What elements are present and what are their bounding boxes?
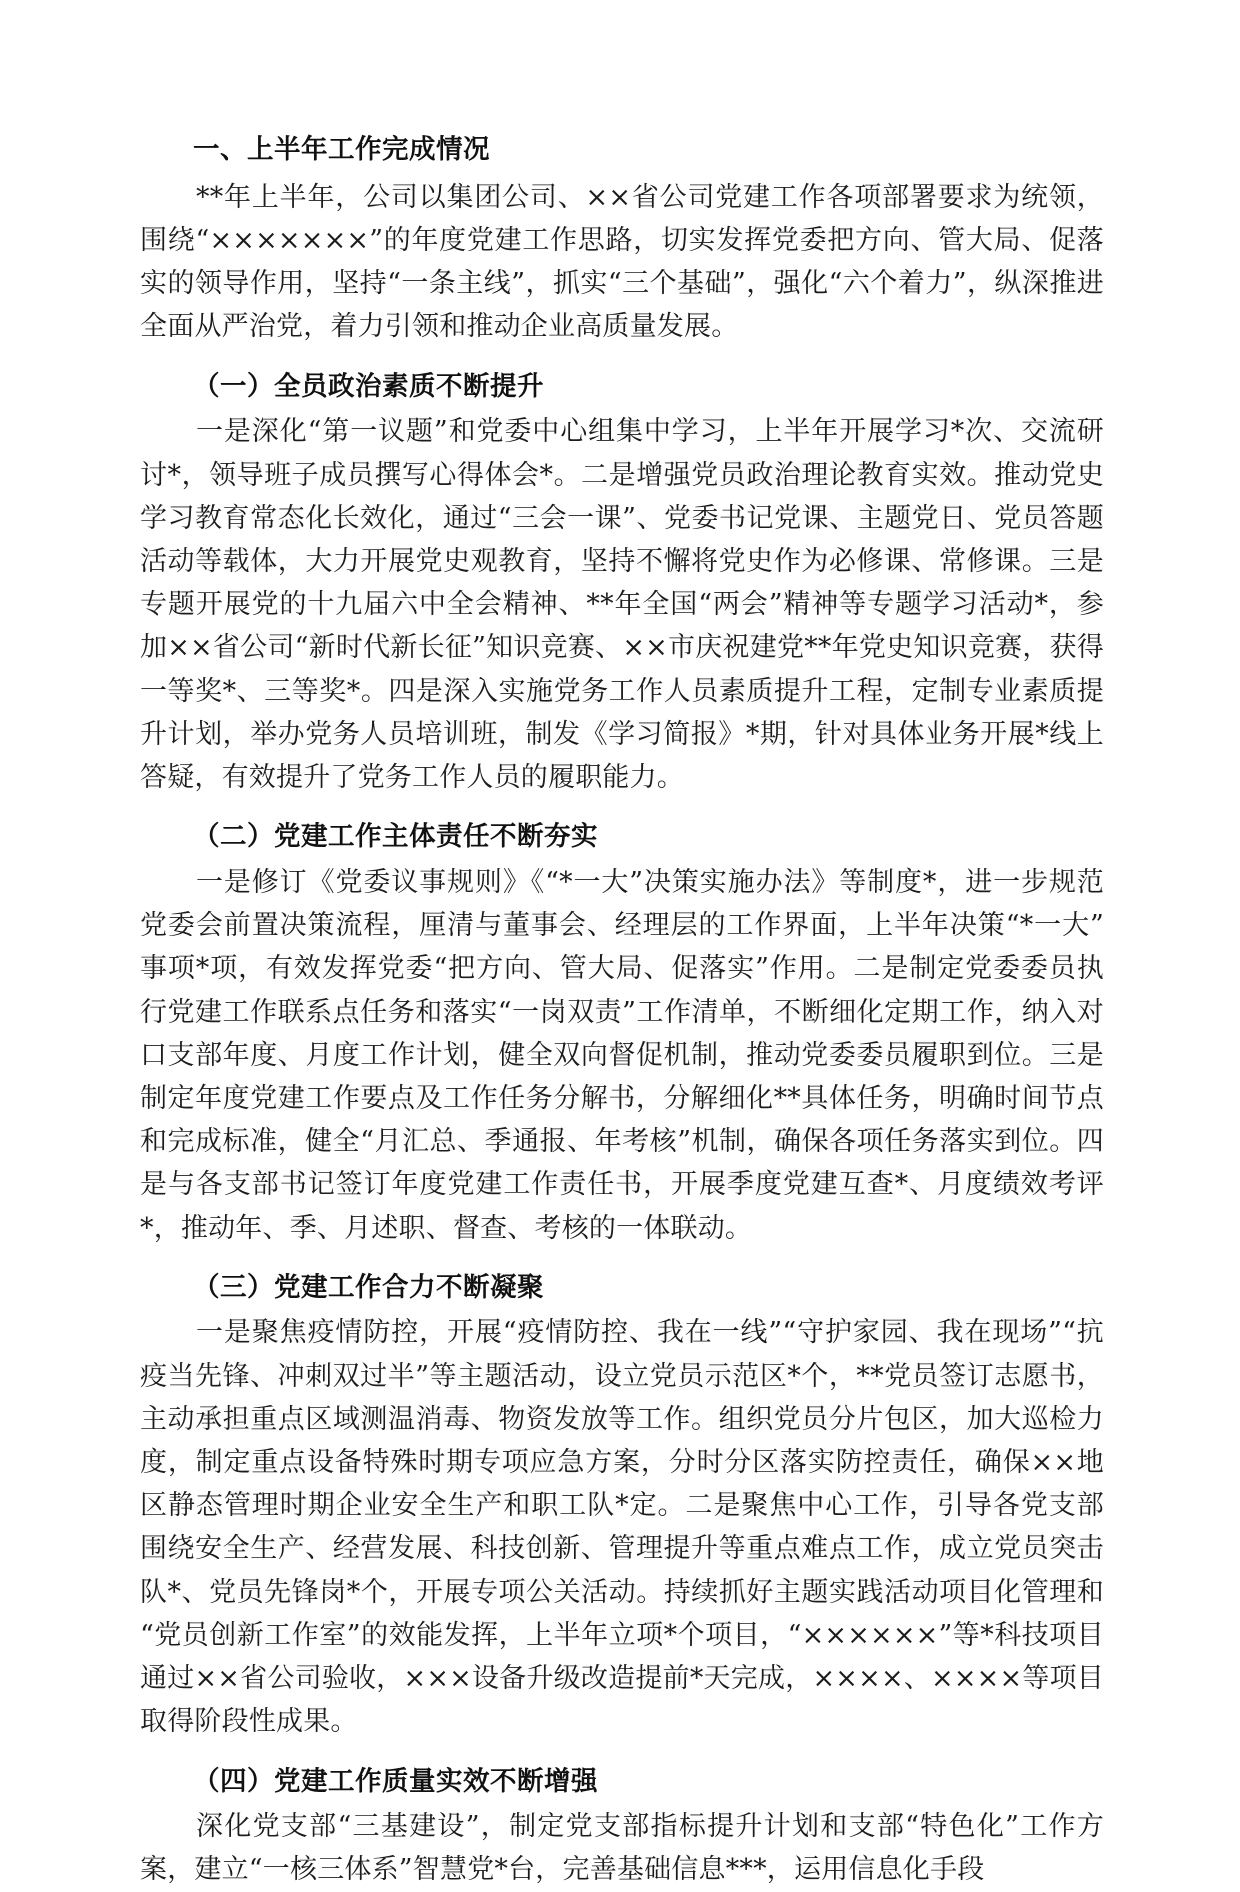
paragraph: **年上半年，公司以集团公司、××省公司党建工作各项部署要求为统领，围绕“×××××××”的年度党建工作思路，切实发挥党委把方向、管大局、促落实的领导作用，坚持“一条主线”，抓实“三个基础”，强化“六个着力”，纵深推进全面从严治党，着力引领和推动企业高质量发展。 [140,181,1104,343]
section-4 [140,1268,1104,1744]
section-heading: 一、上半年工作完成情况 [193,134,490,165]
section-1 [140,130,1104,349]
paragraph: 深化党支部“三基建设”，制定党支部指标提升计划和支部“特色化”工作方案，建立“一核三体系”智慧党*台，完善基础信息***，运用信息化手段 [140,1811,1104,1886]
section-subheading: （四）党建工作质量实效不断增强 [193,1765,598,1797]
document-body [140,130,1104,1892]
section-2 [140,367,1104,800]
paragraph: 一是修订《党委议事规则》《“*一大”决策实施办法》等制度*，进一步规范党委会前置决策流程，厘清与董事会、经理层的工作界面，上半年决策“*一大”事项*项，有效发挥党委“把方向、管大局、促落实”作用。二是制定党委委员执行党建工作联系点任务和落实“一岗双责”工作清单，不断细化定期工作，纳入对口支部年度、月度工作计划，健全双向督促机制，推动党委委员履职到位。三是制定年度党建工作要点及工作任务分解书，分解细化**具体任务，明确时间节点和完成标准，健全“月汇总、季通报、年考核”机制，确保各项任务落实到位。四是与各支部书记签订年度党建工作责任书，开展季度党建互查*、月度绩效考评*，推动年、季、月述职、督查、考核的一体联动。 [140,866,1104,1244]
paragraph: 一是深化“第一议题”和党委中心组集中学习，上半年开展学习*次、交流研讨*，领导班子成员撰写心得体会*。二是增强党员政治理论教育实效。推动党史学习教育常态化长效化，通过“三会一课”、党委书记党课、主题党日、党员答题活动等载体，大力开展党史观教育，坚持不懈将党史作为必修课、常修课。三是专题开展党的十九届六中全会精神、**年全国“两会”精神等专题学习活动*，参加××省公司“新时代新长征”知识竞赛、××市庆祝建党**年党史知识竞赛，获得一等奖*、三等奖*。四是深入实施党务工作人员素质提升工程，定制专业素质提升计划，举办党务人员培训班，制发《学习简报》*期，针对具体业务开展*线上答疑，有效提升了党务工作人员的履职能力。 [140,416,1104,793]
section-5 [140,1762,1104,1892]
paragraph: 一是聚焦疫情防控，开展“疫情防控、我在一线”“守护家园、我在现场”“抗疫当先锋、冲刺双过半”等主题活动，设立党员示范区*个，**党员签订志愿书，主动承担重点区域测温消毒、物资发放等工作。组织党员分片包区，加大巡检力度，制定重点设备特殊时期专项应急方案，分时分区落实防控责任，确保××地区静态管理时期企业安全生产和职工队*定。二是聚焦中心工作，引导各党支部围绕安全生产、经营发展、科技创新、管理提升等重点难点工作，成立党员突击队*、党员先锋岗*个，开展专项公关活动。持续抓好主题实践活动项目化管理和“党员创新工作室”的效能发挥，上半年立项*个项目，“××××××”等*科技项目通过××省公司验收，×××设备升级改造提前*天完成，××××、××××等项目取得阶段性成果。 [140,1317,1104,1738]
section-subheading: （二）党建工作主体责任不断夯实 [193,821,598,853]
section-subheading: （三）党建工作合力不断凝聚 [193,1271,544,1303]
section-subheading: （一）全员政治素质不断提升 [193,370,544,402]
section-3 [140,817,1104,1250]
